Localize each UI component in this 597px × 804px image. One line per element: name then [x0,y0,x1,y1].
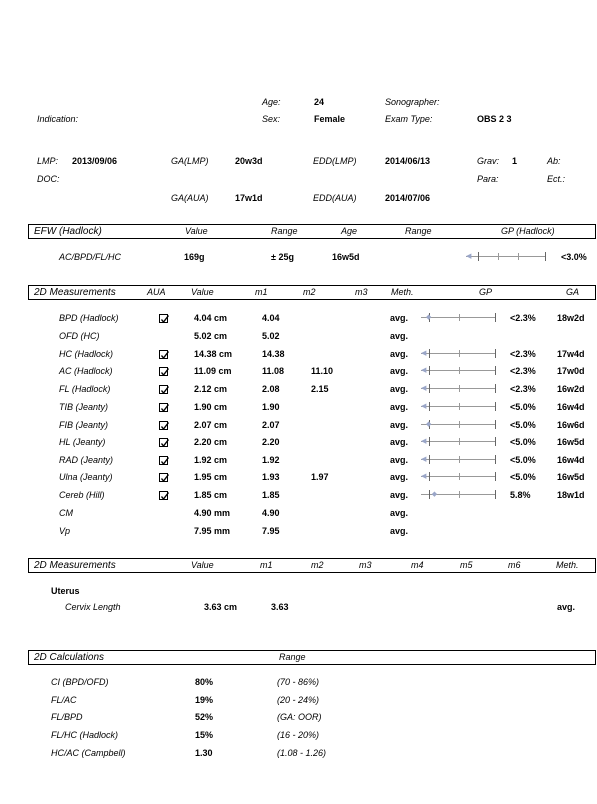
measurement-meth: avg. [390,490,409,500]
measurement-label: FIB (Jeanty) [59,420,109,430]
meas2d-b-col-m6: m6 [508,560,521,570]
aua-checkbox[interactable] [159,438,168,447]
measurement-m1: 1.92 [262,455,280,465]
meas2d-col-gp: GP [479,287,493,297]
grav-label: Grav: [477,156,500,166]
ga-lmp-value: 20w3d [235,156,263,166]
meas2d-header [28,285,596,300]
para-label: Para: [477,174,499,184]
measurement-gp: <2.3% [510,384,536,394]
measurement-label: AC (Hadlock) [59,366,113,376]
ga-aua-label: GA(AUA) [171,193,209,203]
measurement-meth: avg. [390,437,409,447]
measurement-meth: avg. [390,472,409,482]
gp-arrow-icon: ◀ [421,438,427,445]
ab-label: Ab: [547,156,561,166]
checkmark-icon [160,315,169,324]
measurement-m1: 14.38 [262,349,285,359]
aua-checkbox[interactable] [159,367,168,376]
meas2d-col-m3: m3 [355,287,368,297]
gp-arrow-icon: ◀ [466,253,472,260]
measurement-gp: <2.3% [510,313,536,323]
gp-range-bar [421,490,496,499]
grav-value: 1 [512,156,518,166]
calc-value: 80% [195,677,214,687]
measurement-gp: <2.3% [510,349,536,359]
efw-row-gp: <3.0% [561,252,587,262]
edd-lmp-value: 2014/06/13 [385,156,431,166]
measurement-gp: <2.3% [510,366,536,376]
cervix-length-label: Cervix Length [65,602,121,612]
measurement-m1: 4.04 [262,313,280,323]
measurement-label: HL (Jeanty) [59,437,106,447]
efw-col-age: Age [341,226,358,236]
checkmark-icon [160,351,169,360]
gp-range-bar [421,437,496,446]
edd-aua-value: 2014/07/06 [385,193,431,203]
measurement-meth: avg. [390,508,409,518]
gp-arrow-icon: ◀ [421,403,427,410]
measurement-gp: <5.0% [510,437,536,447]
meas2d-b-header [28,558,596,573]
measurement-ga: 16w5d [557,472,585,482]
measurement-value: 4.04 cm [194,313,228,323]
measurement-label: BPD (Hadlock) [59,313,119,323]
calc-label: FL/AC [51,695,77,705]
lmp-value: 2013/09/06 [72,156,118,166]
measurement-value: 4.90 mm [194,508,231,518]
measurement-meth: avg. [390,455,409,465]
measurement-ga: 16w4d [557,402,585,412]
measurement-m1: 2.07 [262,420,280,430]
checkmark-icon [160,439,169,448]
efw-col-gp: GP (Hadlock) [501,226,555,236]
gp-range-bar [421,366,496,375]
meas2d-b-col-m2: m2 [311,560,324,570]
calc-range: (20 - 24%) [277,695,320,705]
measurement-label: Vp [59,526,71,536]
meas2d-col-meth: Meth. [391,287,414,297]
measurement-ga: 18w1d [557,490,585,500]
calc-label: FL/BPD [51,712,83,722]
gp-range-bar [421,402,496,411]
calc2d-header [28,650,596,665]
meas2d-b-col-meth: Meth. [556,560,579,570]
lmp-label: LMP: [37,156,59,166]
aua-checkbox[interactable] [159,456,168,465]
measurement-m1: 1.93 [262,472,280,482]
cervix-length-value: 3.63 cm [204,602,238,612]
gp-diamond-icon: ◆ [426,421,432,428]
gp-range-bar [421,420,496,429]
measurement-ga: 16w5d [557,437,585,447]
checkmark-icon [160,492,169,501]
measurement-m2: 11.10 [311,366,334,376]
gp-range-bar [421,313,496,322]
calc-range: (GA: OOR) [277,712,322,722]
efw-title: EFW (Hadlock) [34,226,102,237]
efw-row-value: 169g [184,252,205,262]
measurement-label: TIB (Jeanty) [59,402,109,412]
age-label: Age: [262,97,281,107]
measurement-m1: 1.90 [262,402,280,412]
meas2d-b-col-m5: m5 [460,560,473,570]
measurement-value: 1.90 cm [194,402,228,412]
measurement-ga: 16w2d [557,384,585,394]
gp-range-bar [421,384,496,393]
cervix-length-m1: 3.63 [271,602,289,612]
measurement-m1: 11.08 [262,366,285,376]
gp-arrow-icon: ◀ [421,350,427,357]
efw-header [28,224,596,239]
meas2d-col-ga: GA [566,287,580,297]
measurement-m2: 1.97 [311,472,329,482]
age-value: 24 [314,97,325,107]
checkmark-icon [160,457,169,466]
gp-arrow-icon: ◀ [421,385,427,392]
exam-type-value: OBS 2 3 [477,114,512,124]
measurement-value: 2.12 cm [194,384,228,394]
measurement-m1: 2.08 [262,384,280,394]
gp-diamond-icon: ◆ [431,491,438,498]
meas2d-col-m2: m2 [303,287,316,297]
efw-col-range2: Range [405,226,432,236]
measurement-meth: avg. [390,384,409,394]
gp-range-bar [421,349,496,358]
aua-checkbox[interactable] [159,421,168,430]
measurement-value: 11.09 cm [194,366,232,376]
checkmark-icon [160,368,169,377]
gp-arrow-icon: ◀ [421,456,427,463]
measurement-ga: 16w6d [557,420,585,430]
checkmark-icon [160,404,169,413]
meas2d-col-aua: AUA [147,287,166,297]
indication-label: Indication: [37,114,79,124]
meas2d-col-m1: m1 [255,287,268,297]
measurement-label: CM [59,508,73,518]
measurement-ga: 17w0d [557,366,585,376]
calc2d-col-range: Range [279,652,306,662]
calc2d-title: 2D Calculations [34,652,105,663]
aua-checkbox[interactable] [159,491,168,500]
measurement-m1: 5.02 [262,331,280,341]
measurement-value: 2.20 cm [194,437,228,447]
ga-lmp-label: GA(LMP) [171,156,209,166]
measurement-ga: 17w4d [557,349,585,359]
edd-aua-label: EDD(AUA) [313,193,357,203]
measurement-gp: <5.0% [510,472,536,482]
measurement-label: Ulna (Jeanty) [59,472,113,482]
gp-range-bar [421,472,496,481]
calc-value: 15% [195,730,214,740]
efw-col-range: Range [271,226,298,236]
measurement-gp: <5.0% [510,455,536,465]
measurement-value: 1.85 cm [194,490,228,500]
measurement-ga: 18w2d [557,313,585,323]
measurement-gp: 5.8% [510,490,531,500]
measurement-value: 1.92 cm [194,455,228,465]
checkmark-icon [160,422,169,431]
measurement-meth: avg. [390,331,409,341]
efw-row-range: ± 25g [271,252,294,262]
sonographer-label: Sonographer: [385,97,440,107]
calc-label: CI (BPD/OFD) [51,677,109,687]
ga-aua-value: 17w1d [235,193,263,203]
measurement-m1: 4.90 [262,508,280,518]
checkmark-icon [160,474,169,483]
meas2d-b-title: 2D Measurements [34,560,116,571]
measurement-m1: 7.95 [262,526,280,536]
efw-row-age: 16w5d [332,252,360,262]
efw-row-label: AC/BPD/FL/HC [59,252,122,262]
measurement-value: 5.02 cm [194,331,228,341]
measurement-m1: 2.20 [262,437,280,447]
edd-lmp-label: EDD(LMP) [313,156,357,166]
measurement-meth: avg. [390,349,409,359]
aua-checkbox[interactable] [159,403,168,412]
calc-range: (70 - 86%) [277,677,320,687]
gp-range-bar [421,455,496,464]
gp-arrow-icon: ◀ [421,473,427,480]
efw-gp-bar [466,252,546,261]
measurement-label: RAD (Jeanty) [59,455,114,465]
checkmark-icon [160,386,169,395]
measurement-value: 14.38 cm [194,349,233,359]
cervix-length-meth: avg. [557,602,576,612]
measurement-meth: avg. [390,420,409,430]
measurement-gp: <5.0% [510,420,536,430]
sex-value: Female [314,114,346,124]
calc-value: 19% [195,695,214,705]
measurement-meth: avg. [390,313,409,323]
gp-arrow-icon: ◀ [421,367,427,374]
aua-checkbox[interactable] [159,385,168,394]
measurement-value: 1.95 cm [194,472,228,482]
meas2d-title: 2D Measurements [34,287,116,298]
measurement-ga: 16w4d [557,455,585,465]
measurement-m2: 2.15 [311,384,329,394]
measurement-m1: 1.85 [262,490,280,500]
calc-range: (1.08 - 1.26) [277,748,327,758]
sex-label: Sex: [262,114,281,124]
exam-type-label: Exam Type: [385,114,433,124]
aua-checkbox[interactable] [159,473,168,482]
efw-col-value: Value [185,226,208,236]
meas2d-b-col-m3: m3 [359,560,372,570]
calc-range: (16 - 20%) [277,730,320,740]
measurement-value: 7.95 mm [194,526,231,536]
meas2d-col-value: Value [191,287,214,297]
ect-label: Ect.: [547,174,566,184]
measurement-label: OFD (HC) [59,331,100,341]
uterus-group-label: Uterus [51,586,80,596]
measurement-meth: avg. [390,526,409,536]
measurement-value: 2.07 cm [194,420,228,430]
calc-label: FL/HC (Hadlock) [51,730,119,740]
meas2d-b-col-m4: m4 [411,560,424,570]
doc-label: DOC: [37,174,60,184]
measurement-meth: avg. [390,366,409,376]
measurement-meth: avg. [390,402,409,412]
measurement-label: Cereb (Hill) [59,490,105,500]
aua-checkbox[interactable] [159,350,168,359]
calc-value: 1.30 [195,748,213,758]
gp-diamond-icon: ◆ [426,314,432,321]
measurement-gp: <5.0% [510,402,536,412]
measurement-label: FL (Hadlock) [59,384,111,394]
calc-value: 52% [195,712,214,722]
measurement-label: HC (Hadlock) [59,349,114,359]
aua-checkbox[interactable] [159,314,168,323]
meas2d-b-col-m1: m1 [260,560,273,570]
meas2d-b-col-value: Value [191,560,214,570]
calc-label: HC/AC (Campbell) [51,748,126,758]
